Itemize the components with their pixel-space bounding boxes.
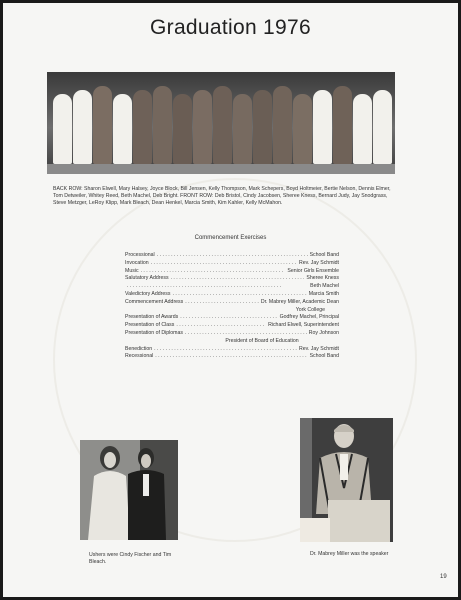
program-performer: Sheree Kness <box>306 275 339 282</box>
graduate-figure <box>153 86 172 164</box>
program-row <box>125 268 339 276</box>
program-performer: Marcia Smith <box>308 290 339 297</box>
graduate-figure <box>133 90 152 164</box>
graduate-figure <box>53 94 72 164</box>
program-part: Music <box>125 267 139 274</box>
program-row <box>125 353 339 361</box>
program-row <box>125 260 339 268</box>
leader-dots <box>155 353 307 361</box>
program-part: Presentation of Awards <box>125 314 179 321</box>
program-row <box>125 283 339 291</box>
class-photo-caption: BACK ROW: Sharon Elwell, Mary Halsey, Joyce Block, Bill Jensen, Kelly Thompson, Mark Schepers, Boyd Holtmeier, Bertie Nelson, Dennis Elmer, Tom Detweiler, Whitey Reed, Beth Machel, Deb Bright. FRONT ROW: Deb Bristol, Cindy Jacobsen, Sheree Kness, Bernard Judy, Jay Snodgrass, Steve Metzger, LeRoy Klipp, Mark Bleach, Dean Henkel, Marcia Smith, Kim Kahler, Kelly McMahon. <box>53 186 391 206</box>
leader-dots <box>180 314 277 322</box>
speaker-photo-figure <box>300 418 393 542</box>
leader-dots <box>172 291 306 299</box>
program-row <box>125 346 339 354</box>
program-row <box>125 299 339 307</box>
program-part: Benediction <box>125 345 153 352</box>
commencement-program <box>125 252 339 361</box>
program-row <box>125 275 339 283</box>
graduate-figure <box>253 90 272 164</box>
program-row <box>125 322 339 330</box>
program-performer: President of Board of Education <box>225 337 299 344</box>
program-heading: Commencement Exercises <box>194 235 267 241</box>
program-performer: Richard Elwell, Superintendent <box>268 322 339 329</box>
program-part: Presentation of Class <box>125 322 175 329</box>
leader-dots <box>127 283 308 291</box>
program-performer: York College <box>295 306 325 313</box>
program-part: Processional <box>125 252 155 258</box>
graduate-figure <box>313 90 332 164</box>
program-performer: Dr. Mabrey Miller, Academic Dean <box>260 298 339 305</box>
graduate-figure <box>73 90 92 164</box>
program-part: Invocation <box>125 259 149 266</box>
program-performer: Rev. Jay Schmidt <box>299 345 339 352</box>
graduate-figure <box>173 94 192 164</box>
graduate-figure <box>233 94 252 164</box>
program-performer: Beth Machel <box>310 283 339 290</box>
program-part: Presentation of Diplomas <box>125 329 183 336</box>
graduate-figure <box>293 94 312 164</box>
program-performer: Godfrey Machel, Principal <box>279 314 339 321</box>
graduating-class-photo <box>47 72 395 174</box>
program-row <box>125 314 339 322</box>
program-row <box>125 338 339 346</box>
leader-dots <box>185 299 259 307</box>
program-part: Salutatory Address <box>125 275 169 282</box>
speaker-caption: Dr. Mabrey Miller was the speaker <box>310 551 389 557</box>
program-performer: Senior Girls Ensemble <box>287 267 339 274</box>
graduate-figure <box>93 86 112 164</box>
program-row <box>125 252 339 260</box>
graduate-figure <box>193 90 212 164</box>
program-row <box>125 307 339 315</box>
graduate-figure <box>273 86 292 164</box>
ushers-photo-figures <box>80 440 178 540</box>
leader-dots <box>151 260 297 268</box>
photo-floor <box>47 164 395 174</box>
graduate-figure <box>333 86 352 164</box>
program-row <box>125 330 339 338</box>
program-performer: School Band <box>309 353 339 360</box>
leader-dots <box>185 330 307 338</box>
page-number: 19 <box>440 574 447 580</box>
leader-dots <box>154 346 297 354</box>
graduate-figure <box>213 86 232 164</box>
program-row <box>125 291 339 299</box>
program-performer: Rev. Jay Schmidt <box>299 259 339 266</box>
program-part: Valedictory Address <box>125 290 171 297</box>
graduate-figure <box>113 94 132 164</box>
graduate-figure <box>353 94 372 164</box>
page-title: Graduation 1976 <box>150 16 311 39</box>
leader-dots <box>171 275 305 283</box>
program-performer: Roy Johnson <box>308 329 339 336</box>
leader-dots <box>176 322 266 330</box>
ushers-photo <box>80 440 178 540</box>
ushers-caption: Ushers were Cindy Fischer and Tim Bleach. <box>89 552 172 565</box>
speaker-photo <box>300 418 393 542</box>
graduate-figure <box>373 90 392 164</box>
program-part: Commencement Address <box>125 298 184 305</box>
leader-dots <box>157 252 308 260</box>
program-performer: School Band <box>309 252 339 258</box>
program-part: Recessional <box>125 353 154 360</box>
leader-dots <box>141 268 286 276</box>
